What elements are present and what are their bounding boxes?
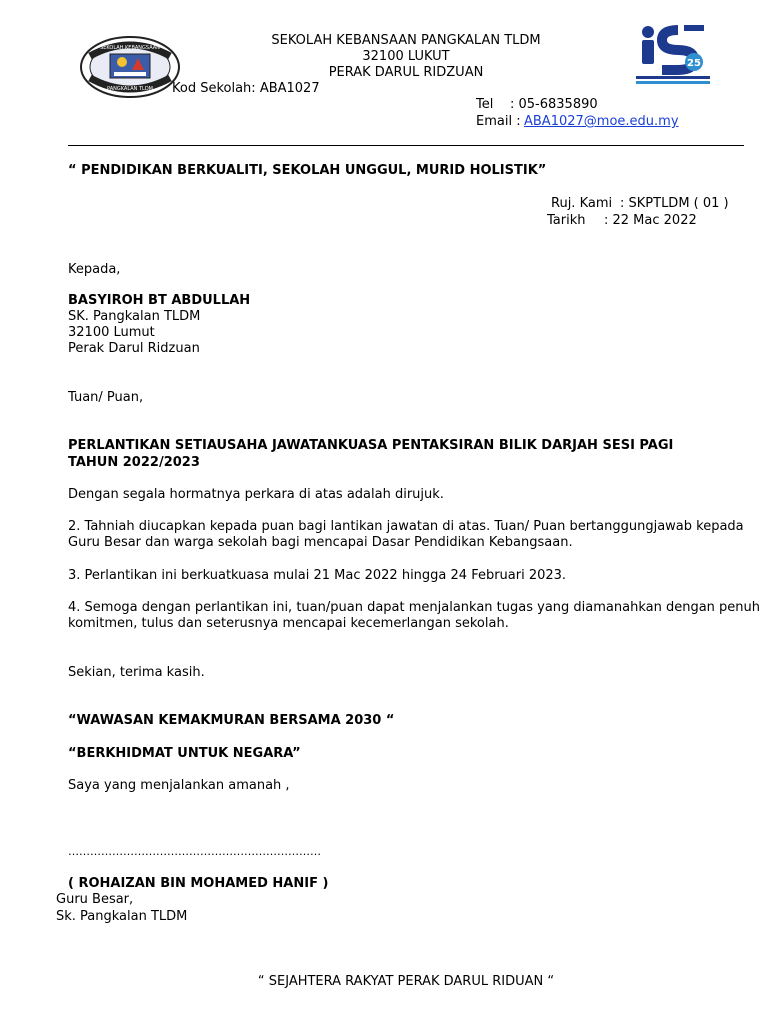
subject-line2: TAHUN 2022/2023 <box>68 455 200 470</box>
recipient-name: BASYIROH BT ABDULLAH <box>68 293 251 308</box>
body-paragraph-1: Dengan segala hormatnya perkara di atas adalah dirujuk. <box>68 487 444 502</box>
tel-label: Tel <box>476 97 494 112</box>
signature-dots: …………………………………………………………… <box>68 845 321 858</box>
crest-text-top: SEKOLAH KEBANGSAAN <box>100 45 160 51</box>
recipient-greeting: Kepada, <box>68 262 121 277</box>
body-paragraph-4-line2: komitmen, tulus dan seterusnya mencapai kecemerlangan sekolah. <box>68 616 509 631</box>
school-postcode-city: 32100 LUKUT <box>362 49 450 64</box>
signer-title: Guru Besar, <box>56 892 134 907</box>
date-value: : 22 Mac 2022 <box>604 213 697 228</box>
header-divider <box>68 145 744 146</box>
subject-line1: PERLANTIKAN SETIAUSAHA JAWATANKUASA PENTAKSIRAN BILIK DARJAH SESI PAGI <box>68 438 674 453</box>
footer-slogan: “ SEJAHTERA RAKYAT PERAK DARUL RIDUAN “ <box>257 974 555 989</box>
email-link[interactable]: ABA1027@moe.edu.my <box>524 114 679 129</box>
logo-number: 25 <box>687 58 701 69</box>
tel-value: : 05-6835890 <box>510 97 598 112</box>
body-paragraph-2-line2: Guru Besar dan warga sekolah bagi mencapai Dasar Pendidikan Kebangsaan. <box>68 535 573 550</box>
slogan-berkhidmat: “BERKHIDMAT UNTUK NEGARA” <box>68 746 301 761</box>
salutation: Tuan/ Puan, <box>68 390 144 405</box>
reference-label: Ruj. Kami <box>551 196 613 211</box>
date-label: Tarikh <box>547 213 586 228</box>
signer-name: ( ROHAIZAN BIN MOHAMED HANIF ) <box>68 876 329 891</box>
body-paragraph-3: 3. Perlantikan ini berkuatkuasa mulai 21 Mac 2022 hingga 24 Februari 2023. <box>68 568 567 583</box>
crest-text-bottom: PANGKALAN TLDM <box>107 86 153 92</box>
slogan-wawasan: “WAWASAN KEMAKMURAN BERSAMA 2030 “ <box>68 713 395 728</box>
signoff-line: Saya yang menjalankan amanah , <box>68 778 290 793</box>
recipient-address-line2: 32100 Lumut <box>68 325 155 340</box>
email-label: Email : <box>476 114 521 129</box>
closing-line: Sekian, terima kasih. <box>68 665 205 680</box>
school-motto: “ PENDIDIKAN BERKUALITI, SEKOLAH UNGGUL, MURID HOLISTIK” <box>68 163 547 178</box>
recipient-address-line1: SK. Pangkalan TLDM <box>68 309 201 324</box>
reference-value: : SKPTLDM ( 01 ) <box>620 196 729 211</box>
school-code: Kod Sekolah: ABA1027 <box>172 81 320 96</box>
body-paragraph-2-line1: 2. Tahniah diucapkan kepada puan bagi lantikan jawatan di atas. Tuan/ Puan bertanggungjawab kepada <box>68 519 744 534</box>
school-state: PERAK DARUL RIDZUAN <box>328 65 484 80</box>
recipient-address-line3: Perak Darul Ridzuan <box>68 341 200 356</box>
signer-organisation: Sk. Pangkalan TLDM <box>56 909 188 924</box>
body-paragraph-4-line1: 4. Semoga dengan perlantikan ini, tuan/puan dapat menjalankan tugas yang diamanahkan dengan penuh <box>68 600 761 615</box>
school-name: SEKOLAH KEBANSAAN PANGKALAN TLDM <box>271 33 541 48</box>
